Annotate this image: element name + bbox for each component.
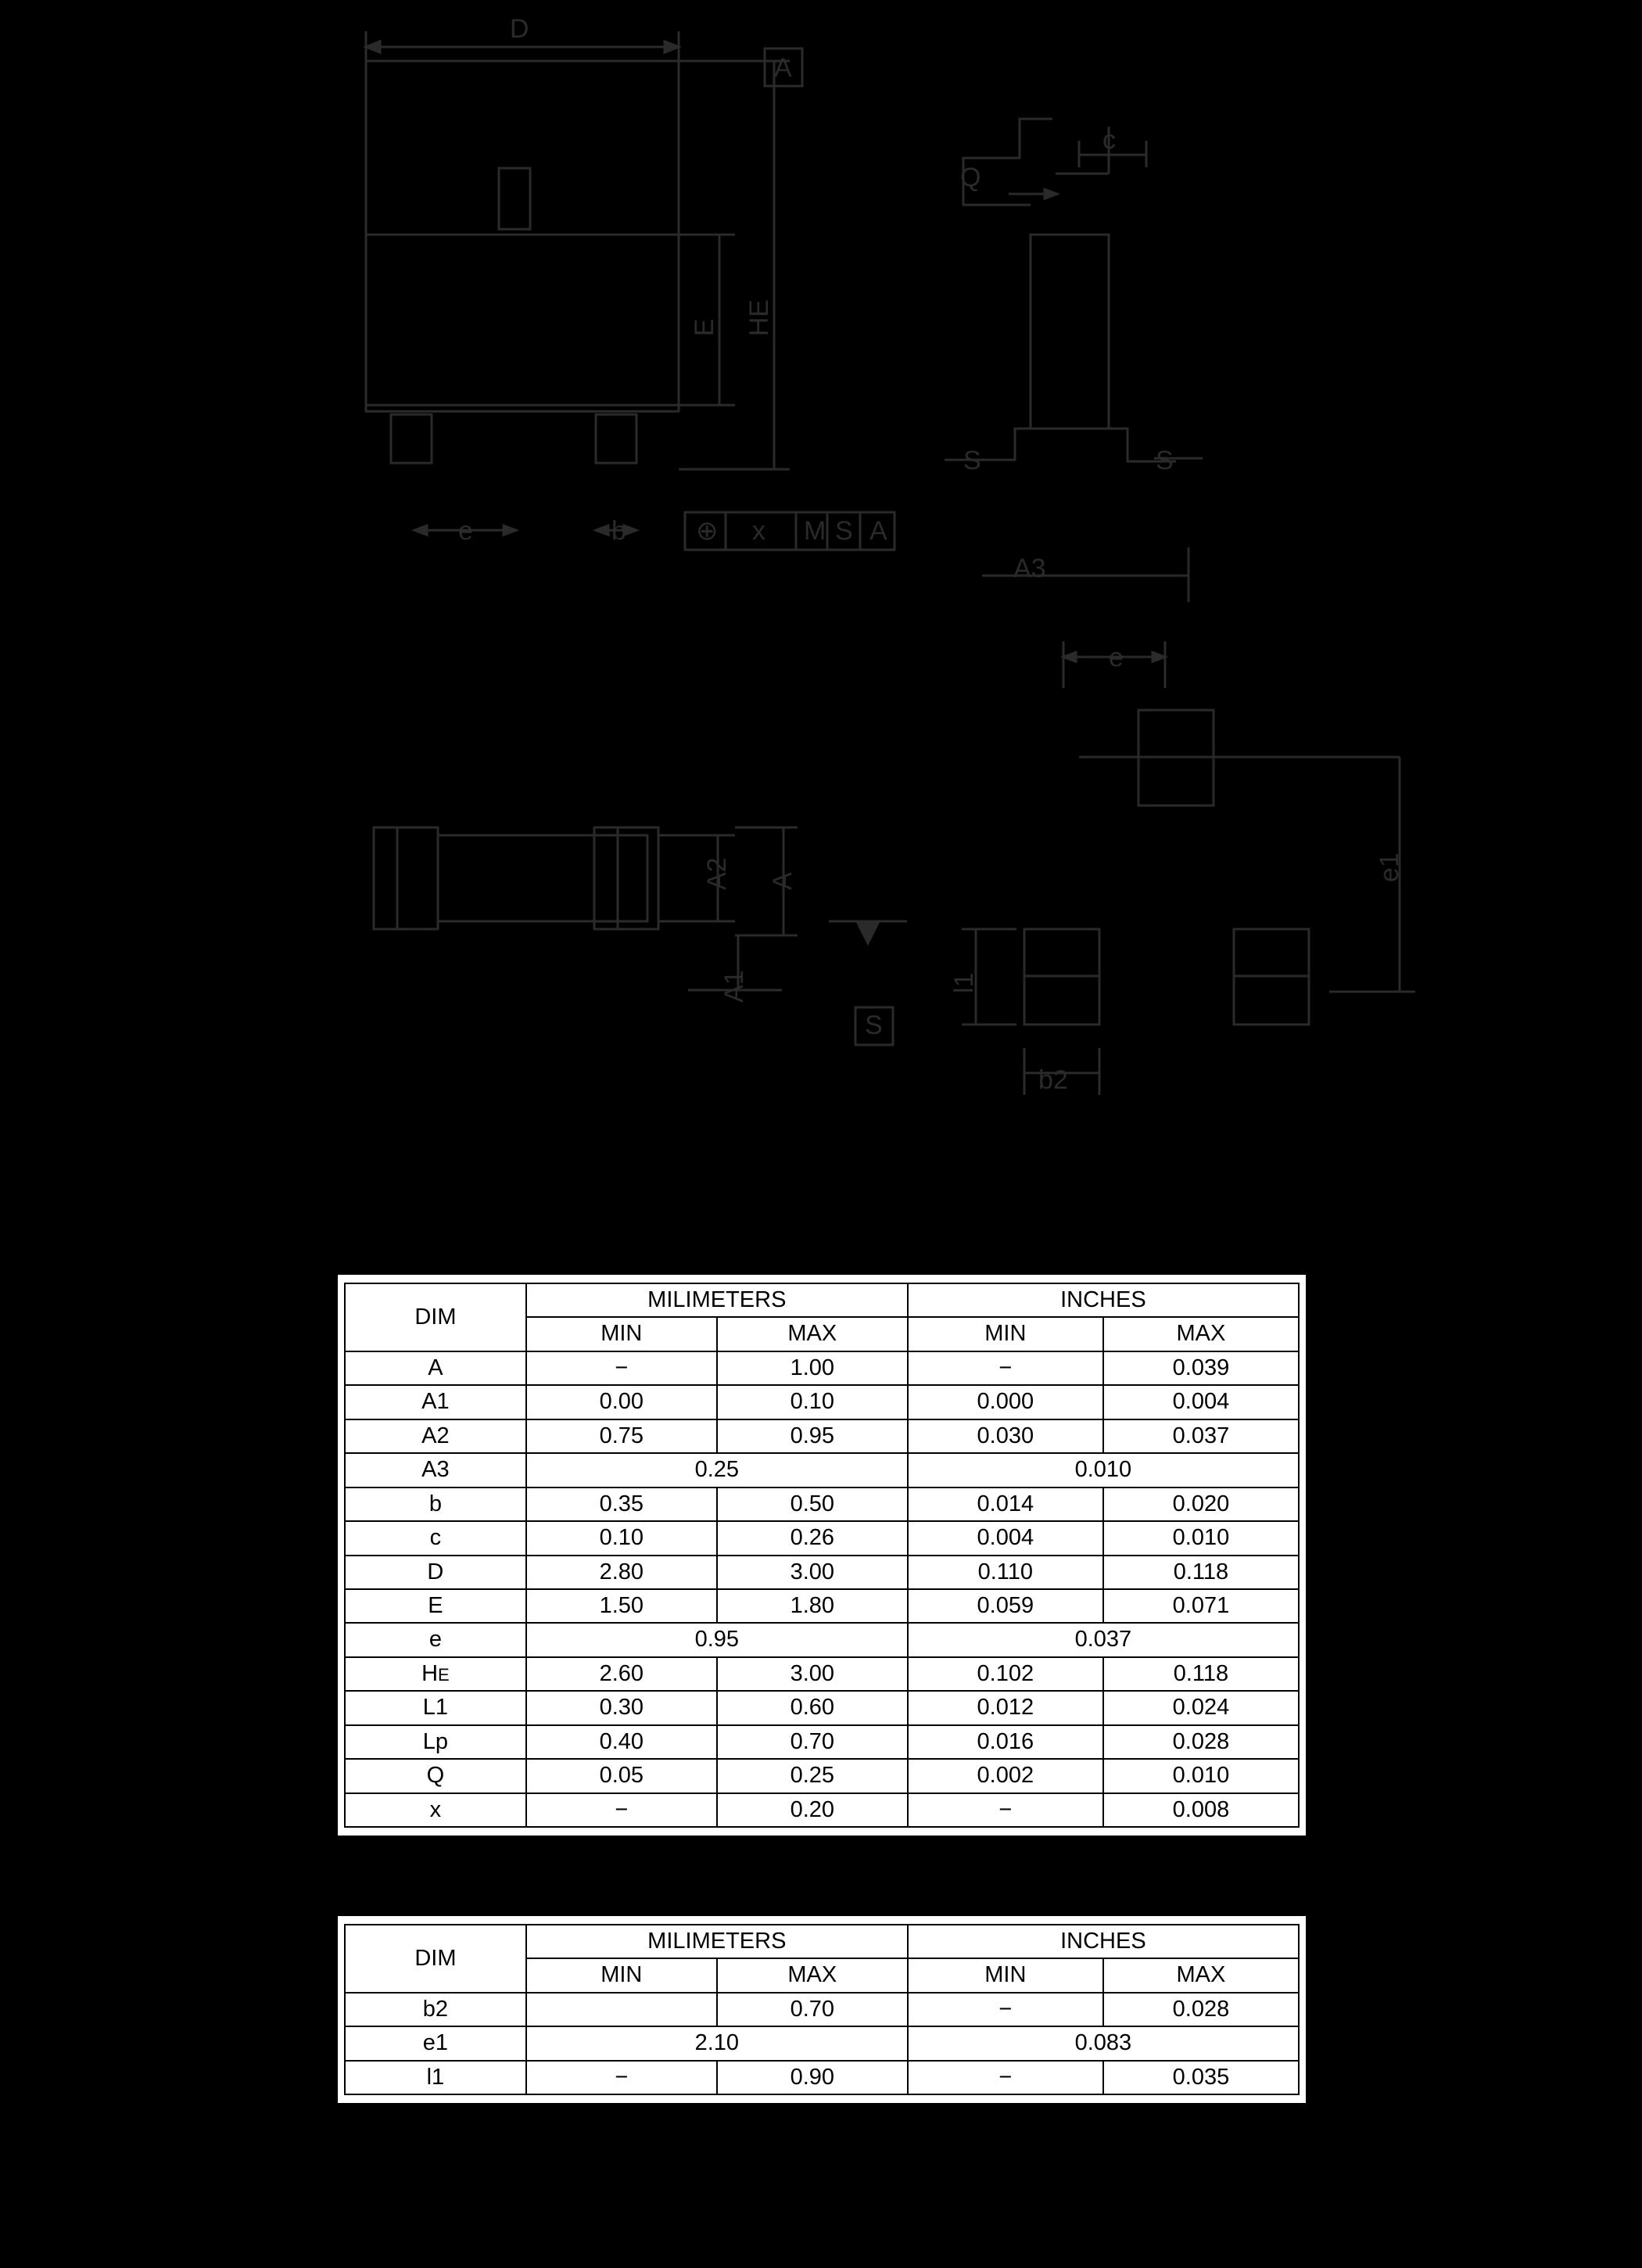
cell-in-max: 0.035: [1103, 2061, 1299, 2094]
label-A1: A1: [719, 970, 749, 1003]
cell-mm-min: 0.05: [526, 1759, 717, 1793]
cell-dim: x: [345, 1793, 526, 1827]
cell-dim: c: [345, 1521, 526, 1555]
header-inches: INCHES: [908, 1925, 1299, 1958]
cell-in-min: 0.016: [908, 1725, 1103, 1759]
front-view-body: [438, 835, 647, 921]
cell-mm-min: −: [526, 1351, 717, 1385]
cell-dim: b: [345, 1487, 526, 1521]
cell-dim: HE: [345, 1657, 526, 1691]
cell-in-min: 0.004: [908, 1521, 1103, 1555]
cell-dim: b2: [345, 1993, 526, 2026]
cell-mm-max: 1.00: [717, 1351, 908, 1385]
cell-mm-max: 0.50: [717, 1487, 908, 1521]
cell-in-min: 0.102: [908, 1657, 1103, 1691]
header-in-min: MIN: [908, 1958, 1103, 1992]
top-view-lead-left: [391, 414, 432, 463]
cell-in-min: 0.110: [908, 1556, 1103, 1589]
table-main: [344, 1283, 1300, 1828]
cell-dim: E: [345, 1589, 526, 1623]
label-fcf-datum1: S: [835, 516, 853, 546]
cell-in-min: −: [908, 1351, 1103, 1385]
header-mm-max: MAX: [717, 1958, 908, 1992]
cell-mm-min: 1.50: [526, 1589, 717, 1623]
arrow-D-right: [665, 41, 679, 52]
top-view-outline: [366, 61, 679, 411]
cell-in-max: 0.037: [1103, 1419, 1299, 1453]
cell-in-max: 0.039: [1103, 1351, 1299, 1385]
table-row: [345, 1623, 1299, 1656]
table-row: [345, 1725, 1299, 1759]
table-row: [345, 1589, 1299, 1623]
label-E: E: [690, 318, 719, 336]
top-view-lead-right: [596, 414, 636, 463]
label-HE: HE: [744, 299, 774, 336]
table-row: [345, 1657, 1299, 1691]
cell-dim-subscript: E: [438, 1664, 450, 1685]
table-extra: [344, 1924, 1300, 2095]
arrow-D-left: [366, 41, 380, 52]
cell-mm-min: −: [526, 1793, 717, 1827]
cell-in-max: 0.010: [1103, 1759, 1299, 1793]
header-millimeters: MILIMETERS: [526, 1283, 908, 1317]
header-in-max: MAX: [1103, 1958, 1299, 1992]
cell-dim: Lp: [345, 1725, 526, 1759]
table-row: [345, 1351, 1299, 1385]
top-view-lead-center: [499, 168, 530, 229]
label-A-box: A: [774, 53, 792, 83]
dimension-table-extra: [338, 1916, 1306, 2103]
cell-mm-min: 0.40: [526, 1725, 717, 1759]
label-S-bottom: S: [865, 1010, 883, 1040]
cell-in-min: 0.059: [908, 1589, 1103, 1623]
label-l1: l1: [949, 972, 979, 993]
header-mm-min: MIN: [526, 1958, 717, 1992]
header-inches: INCHES: [908, 1283, 1299, 1317]
table-header-row-units: [345, 1925, 1299, 1958]
cell-in-max: 0.004: [1103, 1385, 1299, 1419]
cell-dim: e: [345, 1623, 526, 1656]
table-row: [345, 1993, 1299, 2026]
cell-mm-max: 0.90: [717, 2061, 908, 2094]
cell-in-max: 0.020: [1103, 1487, 1299, 1521]
cell-mm-max: 0.20: [717, 1793, 908, 1827]
arrow-b-left: [596, 526, 608, 535]
label-fcf-sym: ⊕: [696, 516, 719, 546]
header-millimeters: MILIMETERS: [526, 1925, 908, 1958]
cell-mm-span: 2.10: [526, 2026, 908, 2060]
label-A3: A3: [1013, 554, 1046, 583]
label-D: D: [510, 14, 529, 44]
cell-in-min: −: [908, 1993, 1103, 2026]
front-view-lead-left: [374, 827, 438, 929]
cell-in-max: 0.024: [1103, 1691, 1299, 1724]
arrow-e-left: [414, 526, 427, 535]
cell-mm-max: 3.00: [717, 1556, 908, 1589]
header-dim: DIM: [345, 1283, 526, 1351]
cell-dim: A: [345, 1351, 526, 1385]
label-e-top: e: [1109, 643, 1124, 673]
header-mm-min: MIN: [526, 1317, 717, 1351]
table-header-row-units: [345, 1283, 1299, 1317]
label-L1: S: [963, 446, 981, 475]
cell-dim: A1: [345, 1385, 526, 1419]
cell-mm-max: 0.70: [717, 1725, 908, 1759]
label-Q: Q: [960, 163, 981, 192]
cell-mm-max: 0.60: [717, 1691, 908, 1724]
label-b: b: [611, 516, 626, 546]
table-row: [345, 1793, 1299, 1827]
cell-mm-min: 2.80: [526, 1556, 717, 1589]
cell-dim: D: [345, 1556, 526, 1589]
seating-plane-symbol: [857, 921, 879, 943]
cell-in-span: 0.010: [908, 1453, 1299, 1487]
cell-in-max: 0.010: [1103, 1521, 1299, 1555]
cell-mm-max: 1.80: [717, 1589, 908, 1623]
cell-mm-max: 0.95: [717, 1419, 908, 1453]
cell-in-span: 0.083: [908, 2026, 1299, 2060]
cell-mm-min: 2.60: [526, 1657, 717, 1691]
cell-dim: A3: [345, 1453, 526, 1487]
cell-in-min: 0.014: [908, 1487, 1103, 1521]
table-row: [345, 2061, 1299, 2094]
table-row: [345, 1487, 1299, 1521]
label-fcf-datum2: A: [869, 516, 887, 546]
header-dim: DIM: [345, 1925, 526, 1993]
cell-mm-min: 0.35: [526, 1487, 717, 1521]
label-fcf-tol: x: [752, 516, 765, 546]
cell-in-min: 0.012: [908, 1691, 1103, 1724]
cell-mm-max: 0.26: [717, 1521, 908, 1555]
label-b2: b2: [1038, 1065, 1068, 1095]
arrow-e-right: [504, 526, 516, 535]
cell-in-max: 0.008: [1103, 1793, 1299, 1827]
cell-in-max: 0.028: [1103, 1993, 1299, 2026]
cell-in-min: 0.002: [908, 1759, 1103, 1793]
cell-dim: l1: [345, 2061, 526, 2094]
header-in-max: MAX: [1103, 1317, 1299, 1351]
cell-dim: e1: [345, 2026, 526, 2060]
cell-mm-min: 0.10: [526, 1521, 717, 1555]
cell-in-max: 0.071: [1103, 1589, 1299, 1623]
cell-mm-min: 0.00: [526, 1385, 717, 1419]
table-row: [345, 1419, 1299, 1453]
arrow-Q: [1045, 189, 1057, 199]
header-mm-max: MAX: [717, 1317, 908, 1351]
header-in-min: MIN: [908, 1317, 1103, 1351]
label-e1: e1: [1375, 852, 1404, 882]
cell-in-min: −: [908, 2061, 1103, 2094]
label-S-right: S: [1156, 446, 1174, 475]
table-row: [345, 1385, 1299, 1419]
cell-in-min: −: [908, 1793, 1103, 1827]
label-c: c: [1102, 125, 1116, 155]
front-view-lead-right: [594, 827, 658, 929]
label-A2: A2: [702, 857, 732, 890]
cell-mm-max: 0.70: [717, 1993, 908, 2026]
cell-mm-min: −: [526, 2061, 717, 2094]
cell-mm-max: 0.25: [717, 1759, 908, 1793]
cell-in-span: 0.037: [908, 1623, 1299, 1656]
cell-mm-span: 0.25: [526, 1453, 908, 1487]
cell-dim: L1: [345, 1691, 526, 1724]
table-row: [345, 1759, 1299, 1793]
cell-dim: A2: [345, 1419, 526, 1453]
table-row: [345, 2026, 1299, 2060]
cell-dim: Q: [345, 1759, 526, 1793]
cell-mm-max: 3.00: [717, 1657, 908, 1691]
label-A-right: A: [768, 872, 798, 890]
side-view-lead-bottom-left: [945, 429, 1031, 460]
side-view-body: [1031, 235, 1109, 429]
dimension-table-main: [338, 1275, 1306, 1836]
table-row: [345, 1691, 1299, 1724]
cell-in-min: 0.000: [908, 1385, 1103, 1419]
table-row: [345, 1453, 1299, 1487]
table-row: [345, 1521, 1299, 1555]
cell-mm-span: 0.95: [526, 1623, 908, 1656]
table-row: [345, 1556, 1299, 1589]
cell-mm-min: [526, 1993, 717, 2026]
cell-mm-min: 0.30: [526, 1691, 717, 1724]
label-fcf-mod: M: [804, 516, 826, 546]
cell-in-max: 0.118: [1103, 1657, 1299, 1691]
top-view-body: [366, 235, 679, 405]
cell-in-max: 0.028: [1103, 1725, 1299, 1759]
cell-in-min: 0.030: [908, 1419, 1103, 1453]
label-e-pitch: e: [458, 516, 473, 546]
cell-mm-max: 0.10: [717, 1385, 908, 1419]
cell-in-max: 0.118: [1103, 1556, 1299, 1589]
cell-mm-min: 0.75: [526, 1419, 717, 1453]
